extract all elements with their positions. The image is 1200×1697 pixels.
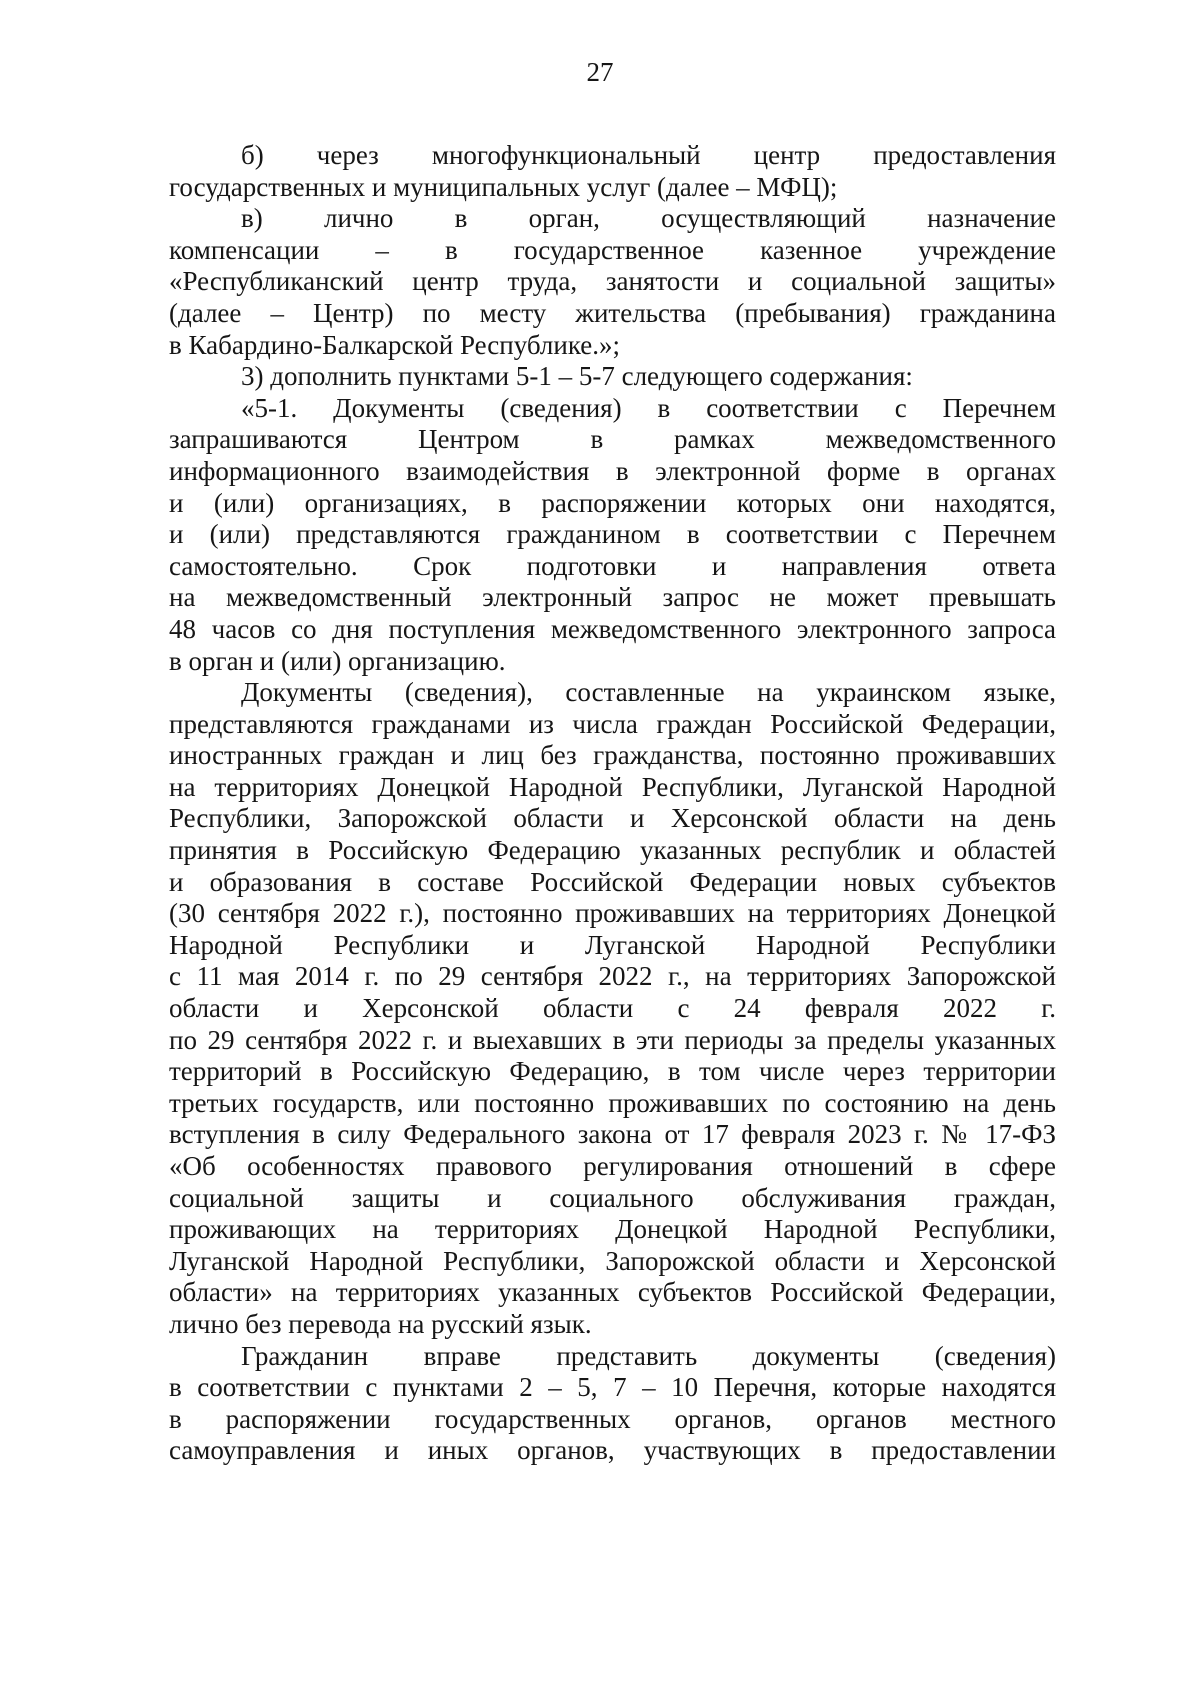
paragraph [169,677,1056,1340]
text-line: компенсации – в государственное казенное учреждение [169,234,1056,265]
text-line: информационного взаимодействия в электронной форме в органах [169,455,1056,486]
paragraph [169,393,1056,677]
text-line: на межведомственный электронный запрос не может превышать [169,582,1056,613]
paragraph [169,361,1056,393]
text-line: по 29 сентября 2022 г. и выехавших в эти периоды за пределы указанных [169,1024,1056,1055]
text-line: Народной Республики и Луганской Народной Республики [169,929,1056,960]
text-line: в) лично в орган, осуществляющий назначение [241,203,1056,234]
text-line: в Кабардино-Балкарской Республике.»; [169,329,621,360]
text-line: области» на территориях указанных субъектов Российской Федерации, [169,1277,1056,1308]
text-line: «Республиканский центр труда, занятости и социальной защиты» [169,266,1056,297]
text-line: (30 сентября 2022 г.), постоянно проживавших на территориях Донецкой [169,898,1056,929]
text-line: принятия в Российскую Федерацию указанных республик и областей [169,835,1056,866]
paragraph [169,1341,1056,1467]
text-line: на территориях Донецкой Народной Республики, Луганской Народной [169,771,1056,802]
text-line: б) через многофункциональный центр предоставления [241,140,1056,170]
page-number: 27 [586,57,614,87]
document-body [169,140,1056,1467]
text-line: государственных и муниципальных услуг (далее – МФЦ); [169,171,838,202]
text-line: третьих государств, или постоянно проживавших по состоянию на день [169,1087,1056,1118]
text-line: вступления в силу Федерального закона от 17 февраля 2023 г. № 17-ФЗ [169,1119,1056,1150]
text-line: социальной защиты и социального обслуживания граждан, [169,1182,1056,1213]
text-line: «5-1. Документы (сведения) в соответствии с Перечнем [241,392,1056,423]
paragraph [169,203,1056,361]
text-line: (далее – Центр) по месту жительства (пребывания) гражданина [169,297,1056,328]
text-line: Луганской Народной Республики, Запорожской области и Херсонской [169,1245,1056,1276]
text-line: в соответствии с пунктами 2 – 5, 7 – 10 Перечня, которые находятся [169,1372,1056,1403]
text-line: запрашиваются Центром в рамках межведомственного [169,424,1056,455]
text-line: в орган и (или) организацию. [169,645,506,676]
text-line: 48 часов со дня поступления межведомственного электронного запроса [169,613,1056,644]
text-line: представляются гражданами из числа граждан Российской Федерации, [169,708,1056,739]
text-line: проживающих на территориях Донецкой Народной Республики, [169,1214,1056,1245]
text-line: самостоятельно. Срок подготовки и направления ответа [169,550,1056,581]
text-line: самоуправления и иных органов, участвующих в предоставлении [169,1435,1056,1466]
paragraph [169,140,1056,203]
text-line: лично без перевода на русский язык. [169,1308,592,1339]
text-line: Гражданин вправе представить документы (сведения) [241,1340,1056,1371]
text-line: области и Херсонской области с 24 февраля 2022 г. [169,993,1056,1024]
text-line: иностранных граждан и лиц без гражданства, постоянно проживавших [169,740,1056,771]
text-line: в распоряжении государственных органов, органов местного [169,1403,1056,1434]
text-line: и образования в составе Российской Федерации новых субъектов [169,866,1056,897]
text-line: и (или) организациях, в распоряжении которых они находятся, [169,487,1056,518]
text-line: Республики, Запорожской области и Херсонской области на день [169,803,1056,834]
text-line: и (или) представляются гражданином в соответствии с Перечнем [169,519,1056,550]
text-line: «Об особенностях правового регулирования отношений в сфере [169,1151,1056,1181]
text-line: Документы (сведения), составленные на украинском языке, [241,677,1056,708]
text-line: 3) дополнить пунктами 5-1 – 5-7 следующего содержания: [241,361,913,392]
text-line: территорий в Российскую Федерацию, в том числе через территории [169,1056,1056,1087]
text-line: с 11 мая 2014 г. по 29 сентября 2022 г., на территориях Запорожской [169,961,1056,992]
